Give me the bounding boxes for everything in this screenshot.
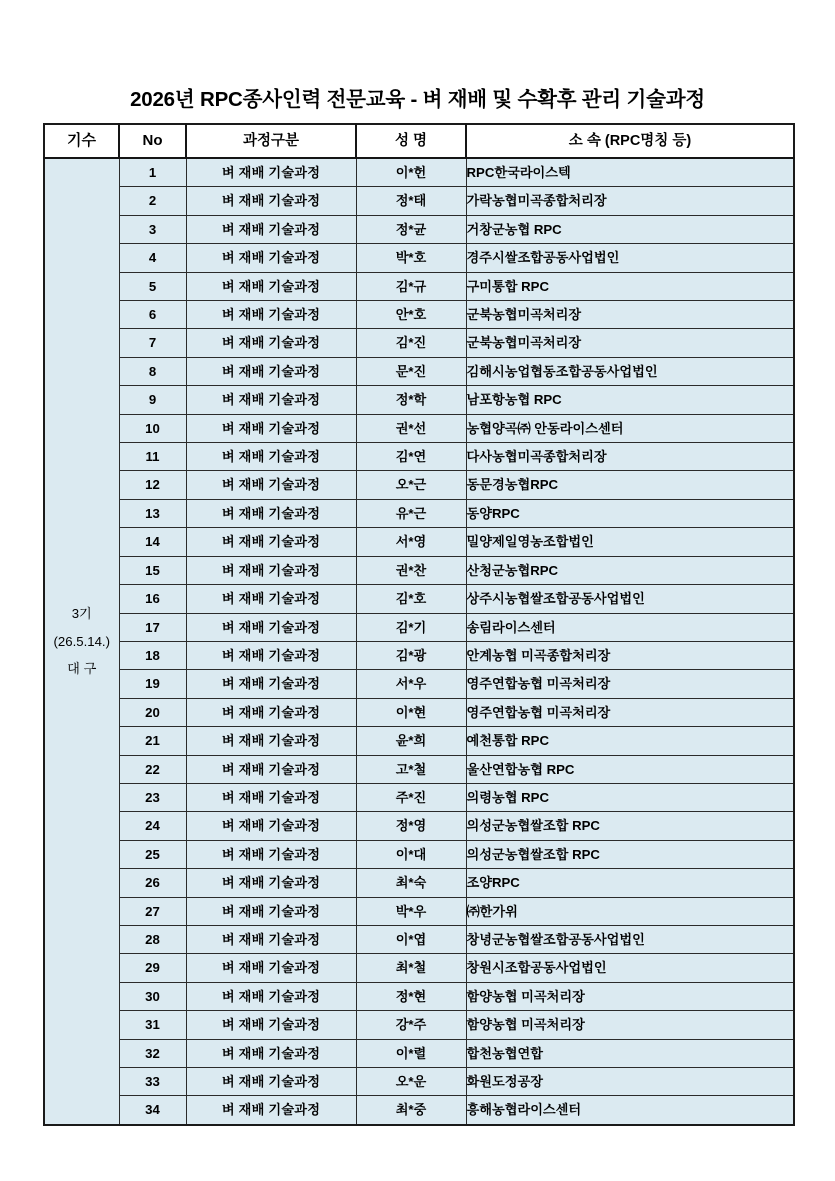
table-row [44,585,794,613]
row-course: 벼 재배 기술과정 [186,329,356,357]
row-number: 28 [119,925,186,953]
row-organization: 송림라이스센터 [466,613,794,641]
row-number: 24 [119,812,186,840]
row-course: 벼 재배 기술과정 [186,528,356,556]
row-number: 7 [119,329,186,357]
row-number: 29 [119,954,186,982]
table-row [44,897,794,925]
row-organization: 거창군농협 RPC [466,215,794,243]
table-row [44,556,794,584]
row-number: 13 [119,499,186,527]
row-organization: 안계농협 미곡종합처리장 [466,641,794,669]
row-course: 벼 재배 기술과정 [186,585,356,613]
row-number: 1 [119,158,186,187]
row-name: 이*대 [356,840,466,868]
row-course: 벼 재배 기술과정 [186,641,356,669]
row-name: 최*숙 [356,869,466,897]
row-organization: 창원시조합공동사업법인 [466,954,794,982]
table-row [44,1096,794,1125]
page-title: 2026년 RPC종사인력 전문교육 - 벼 재배 및 수확후 관리 기술과정 [130,88,705,111]
row-number: 4 [119,244,186,272]
table-body [44,158,794,1125]
table-row [44,414,794,442]
row-course: 벼 재배 기술과정 [186,272,356,300]
row-name: 이*엽 [356,925,466,953]
row-number: 10 [119,414,186,442]
table-row [44,443,794,471]
row-organization: 의령농협 RPC [466,783,794,811]
row-number: 20 [119,698,186,726]
row-name: 박*호 [356,244,466,272]
row-organization: 조양RPC [466,869,794,897]
row-name: 윤*희 [356,727,466,755]
row-name: 정*태 [356,187,466,215]
table-row [44,1039,794,1067]
row-organization: 흥해농협라이스센터 [466,1096,794,1125]
row-number: 22 [119,755,186,783]
row-number: 32 [119,1039,186,1067]
row-course: 벼 재배 기술과정 [186,613,356,641]
column-header-gubun: 과정구분 [186,124,356,158]
row-course: 벼 재배 기술과정 [186,1039,356,1067]
row-name: 이*현 [356,698,466,726]
row-organization: 농협양곡㈜ 안동라이스센터 [466,414,794,442]
row-organization: 김해시농업협동조합공동사업법인 [466,357,794,385]
row-number: 21 [119,727,186,755]
group-cell-line1: 3기 [71,606,92,622]
row-number: 23 [119,783,186,811]
row-course: 벼 재배 기술과정 [186,812,356,840]
row-number: 12 [119,471,186,499]
row-course: 벼 재배 기술과정 [186,357,356,385]
row-course: 벼 재배 기술과정 [186,1011,356,1039]
row-course: 벼 재배 기술과정 [186,897,356,925]
table-row [44,755,794,783]
row-course: 벼 재배 기술과정 [186,925,356,953]
row-name: 정*현 [356,982,466,1010]
column-header-no: No [119,124,186,158]
table-row [44,982,794,1010]
row-organization: 창녕군농협쌀조합공동사업법인 [466,925,794,953]
table-row [44,357,794,385]
row-organization: 합천농협연합 [466,1039,794,1067]
column-header-name: 성 명 [356,124,466,158]
row-organization: 구미통합 RPC [466,272,794,300]
row-name: 고*철 [356,755,466,783]
row-organization: 함양농협 미곡처리장 [466,1011,794,1039]
row-course: 벼 재배 기술과정 [186,840,356,868]
row-organization: 예천통합 RPC [466,727,794,755]
row-name: 이*렬 [356,1039,466,1067]
table-row [44,869,794,897]
row-organization: 산청군농협RPC [466,556,794,584]
row-course: 벼 재배 기술과정 [186,1096,356,1125]
row-course: 벼 재배 기술과정 [186,499,356,527]
row-number: 25 [119,840,186,868]
row-course: 벼 재배 기술과정 [186,670,356,698]
row-name: 권*찬 [356,556,466,584]
row-name: 유*근 [356,499,466,527]
table-row [44,670,794,698]
row-number: 34 [119,1096,186,1125]
row-name: 안*호 [356,301,466,329]
row-organization: 밀양제일영농조합법인 [466,528,794,556]
row-organization: RPC한국라이스텍 [466,158,794,187]
row-number: 30 [119,982,186,1010]
row-course: 벼 재배 기술과정 [186,187,356,215]
row-course: 벼 재배 기술과정 [186,443,356,471]
row-name: 이*헌 [356,158,466,187]
row-organization: 함양농협 미곡처리장 [466,982,794,1010]
table-row [44,954,794,982]
table-header-row [44,124,794,158]
table-row [44,499,794,527]
table-row [44,386,794,414]
row-name: 박*우 [356,897,466,925]
column-header-org: 소 속 (RPC명칭 등) [466,124,794,158]
row-number: 17 [119,613,186,641]
row-number: 31 [119,1011,186,1039]
table-row [44,528,794,556]
row-name: 오*운 [356,1068,466,1096]
row-course: 벼 재배 기술과정 [186,954,356,982]
table-row [44,1068,794,1096]
row-organization: ㈜한가위 [466,897,794,925]
group-cell-line3: 대 구 [67,661,97,677]
row-organization: 울산연합농협 RPC [466,755,794,783]
row-organization: 의성군농협쌀조합 RPC [466,840,794,868]
row-course: 벼 재배 기술과정 [186,471,356,499]
row-name: 최*중 [356,1096,466,1125]
row-organization: 영주연합농협 미곡처리장 [466,698,794,726]
row-name: 서*영 [356,528,466,556]
row-course: 벼 재배 기술과정 [186,386,356,414]
row-name: 김*호 [356,585,466,613]
row-name: 최*철 [356,954,466,982]
table-row [44,471,794,499]
table-row [44,840,794,868]
row-name: 김*연 [356,443,466,471]
group-cell-line2: (26.5.14.) [53,633,110,649]
row-course: 벼 재배 기술과정 [186,244,356,272]
row-course: 벼 재배 기술과정 [186,1068,356,1096]
row-number: 6 [119,301,186,329]
row-organization: 군북농협미곡처리장 [466,329,794,357]
row-number: 14 [119,528,186,556]
row-name: 정*균 [356,215,466,243]
row-course: 벼 재배 기술과정 [186,783,356,811]
table-row [44,727,794,755]
row-name: 김*규 [356,272,466,300]
row-number: 27 [119,897,186,925]
column-header-gisu: 기수 [44,124,119,158]
roster-table [43,123,795,1126]
row-name: 정*영 [356,812,466,840]
row-course: 벼 재배 기술과정 [186,869,356,897]
row-organization: 동문경농협RPC [466,471,794,499]
row-number: 33 [119,1068,186,1096]
table-row [44,925,794,953]
table-row [44,1011,794,1039]
table-row [44,812,794,840]
row-organization: 다사농협미곡종합처리장 [466,443,794,471]
row-course: 벼 재배 기술과정 [186,301,356,329]
row-organization: 의성군농협쌀조합 RPC [466,812,794,840]
table-row [44,187,794,215]
row-course: 벼 재배 기술과정 [186,414,356,442]
group-cell-gisu [44,158,119,1125]
table-header [44,124,794,158]
row-number: 26 [119,869,186,897]
row-number: 19 [119,670,186,698]
table-row [44,783,794,811]
row-number: 16 [119,585,186,613]
roster-table-container [43,123,793,1126]
row-number: 8 [119,357,186,385]
row-organization: 경주시쌀조합공동사업법인 [466,244,794,272]
row-name: 주*진 [356,783,466,811]
row-course: 벼 재배 기술과정 [186,215,356,243]
table-row [44,613,794,641]
row-organization: 가락농협미곡종합처리장 [466,187,794,215]
row-number: 18 [119,641,186,669]
row-organization: 군북농협미곡처리장 [466,301,794,329]
row-name: 정*학 [356,386,466,414]
table-row [44,244,794,272]
row-name: 김*기 [356,613,466,641]
table-row [44,641,794,669]
table-row [44,329,794,357]
row-name: 오*근 [356,471,466,499]
row-name: 강*주 [356,1011,466,1039]
row-name: 서*우 [356,670,466,698]
row-course: 벼 재배 기술과정 [186,556,356,584]
row-number: 11 [119,443,186,471]
row-course: 벼 재배 기술과정 [186,158,356,187]
table-row [44,301,794,329]
row-organization: 화원도정공장 [466,1068,794,1096]
row-number: 3 [119,215,186,243]
row-organization: 남포항농협 RPC [466,386,794,414]
row-course: 벼 재배 기술과정 [186,755,356,783]
table-row [44,215,794,243]
row-organization: 상주시농협쌀조합공동사업법인 [466,585,794,613]
row-name: 김*광 [356,641,466,669]
row-course: 벼 재배 기술과정 [186,982,356,1010]
row-name: 권*선 [356,414,466,442]
row-organization: 동양RPC [466,499,794,527]
row-number: 9 [119,386,186,414]
row-name: 문*진 [356,357,466,385]
row-name: 김*진 [356,329,466,357]
table-row [44,272,794,300]
row-number: 2 [119,187,186,215]
row-course: 벼 재배 기술과정 [186,698,356,726]
row-number: 15 [119,556,186,584]
row-organization: 영주연합농협 미곡처리장 [466,670,794,698]
row-number: 5 [119,272,186,300]
table-row [44,158,794,187]
table-row [44,698,794,726]
row-course: 벼 재배 기술과정 [186,727,356,755]
